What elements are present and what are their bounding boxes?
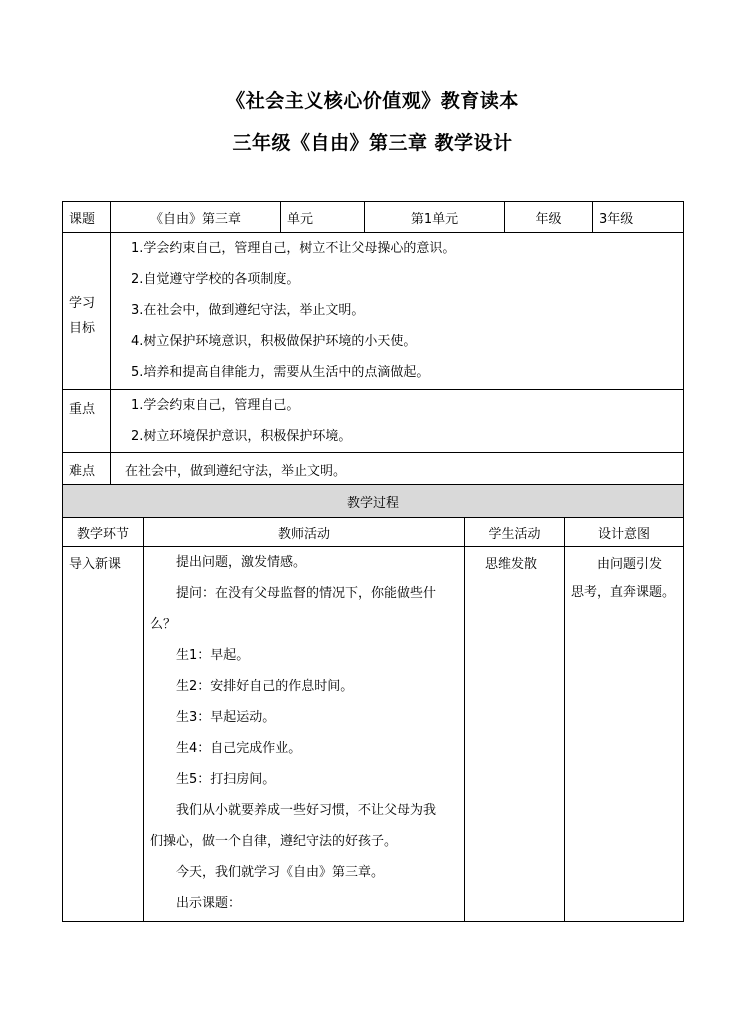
goal-item: 3.在社会中，做到遵纪守法，举止文明。 <box>131 303 365 318</box>
unit-value: 第1单元 <box>365 202 505 233</box>
teacher-line: 生1：早起。 <box>176 648 250 663</box>
goal-item: 5.培养和提高自律能力，需要从生活中的点滴做起。 <box>131 365 430 380</box>
teacher-line: 么？ <box>150 617 177 632</box>
header-teacher: 教师活动 <box>144 518 465 547</box>
student-activity: 思维发散 <box>485 557 538 572</box>
header-intent: 设计意图 <box>565 518 684 547</box>
intent-line: 思考，直奔课题。 <box>571 585 676 600</box>
teacher-line: 我们从小就要养成一些好习惯，不让父母为我 <box>176 803 437 818</box>
teacher-line: 提出问题，激发情感。 <box>176 555 307 570</box>
process-band: 教学过程 <box>63 485 684 518</box>
goals-row <box>63 233 684 390</box>
teacher-line: 提问：在没有父母监督的情况下，你能做些什 <box>176 586 437 601</box>
lesson-info-table <box>62 201 684 486</box>
unit-label: 单元 <box>281 202 365 233</box>
grade-value: 3年级 <box>593 202 684 233</box>
teacher-line: 生2：安排好自己的作息时间。 <box>176 679 354 694</box>
process-row <box>63 547 684 922</box>
document-subtitle: 三年级《自由》第三章 教学设计 <box>232 132 513 154</box>
key-point-item: 2.树立环境保护意识，积极保护环境。 <box>131 429 352 444</box>
teacher-line: 们操心，做一个自律，遵纪守法的好孩子。 <box>150 834 398 849</box>
teacher-line: 出示课题： <box>176 896 242 911</box>
goals-label: 学习目标 <box>69 296 96 336</box>
goal-item: 1.学会约束自己，管理自己，树立不让父母操心的意识。 <box>131 241 456 256</box>
intent-line: 由问题引发 <box>597 557 663 572</box>
difficulty-row <box>63 453 684 486</box>
key-points-label: 重点 <box>69 402 96 417</box>
header-student: 学生活动 <box>465 518 565 547</box>
teacher-line: 生3：早起运动。 <box>176 710 276 725</box>
difficulty-text: 在社会中，做到遵纪守法，举止文明。 <box>125 463 347 479</box>
design-intent <box>565 547 683 607</box>
difficulty-label: 难点 <box>69 463 96 479</box>
key-points-row <box>63 390 684 453</box>
document-title: 《社会主义核心价值观》教育读本 <box>226 90 519 112</box>
goal-item: 4.树立保护环境意识，积极做保护环境的小天使。 <box>131 334 417 349</box>
teacher-line: 生5：打扫房间。 <box>176 772 276 787</box>
process-header-row <box>63 518 684 547</box>
key-point-item: 1.学会约束自己，管理自己。 <box>131 398 300 413</box>
course-row <box>63 202 684 233</box>
teacher-activity <box>144 547 465 922</box>
stage-name: 导入新课 <box>69 557 122 572</box>
header-stage: 教学环节 <box>63 518 144 547</box>
teacher-line: 生4：自己完成作业。 <box>176 741 302 756</box>
teaching-process-table <box>62 484 684 922</box>
teacher-line: 今天，我们就学习《自由》第三章。 <box>176 865 385 880</box>
course-label: 课题 <box>63 202 111 233</box>
grade-label: 年级 <box>505 202 593 233</box>
goal-item: 2.自觉遵守学校的各项制度。 <box>131 272 300 287</box>
course-value: 《自由》第三章 <box>111 202 281 233</box>
